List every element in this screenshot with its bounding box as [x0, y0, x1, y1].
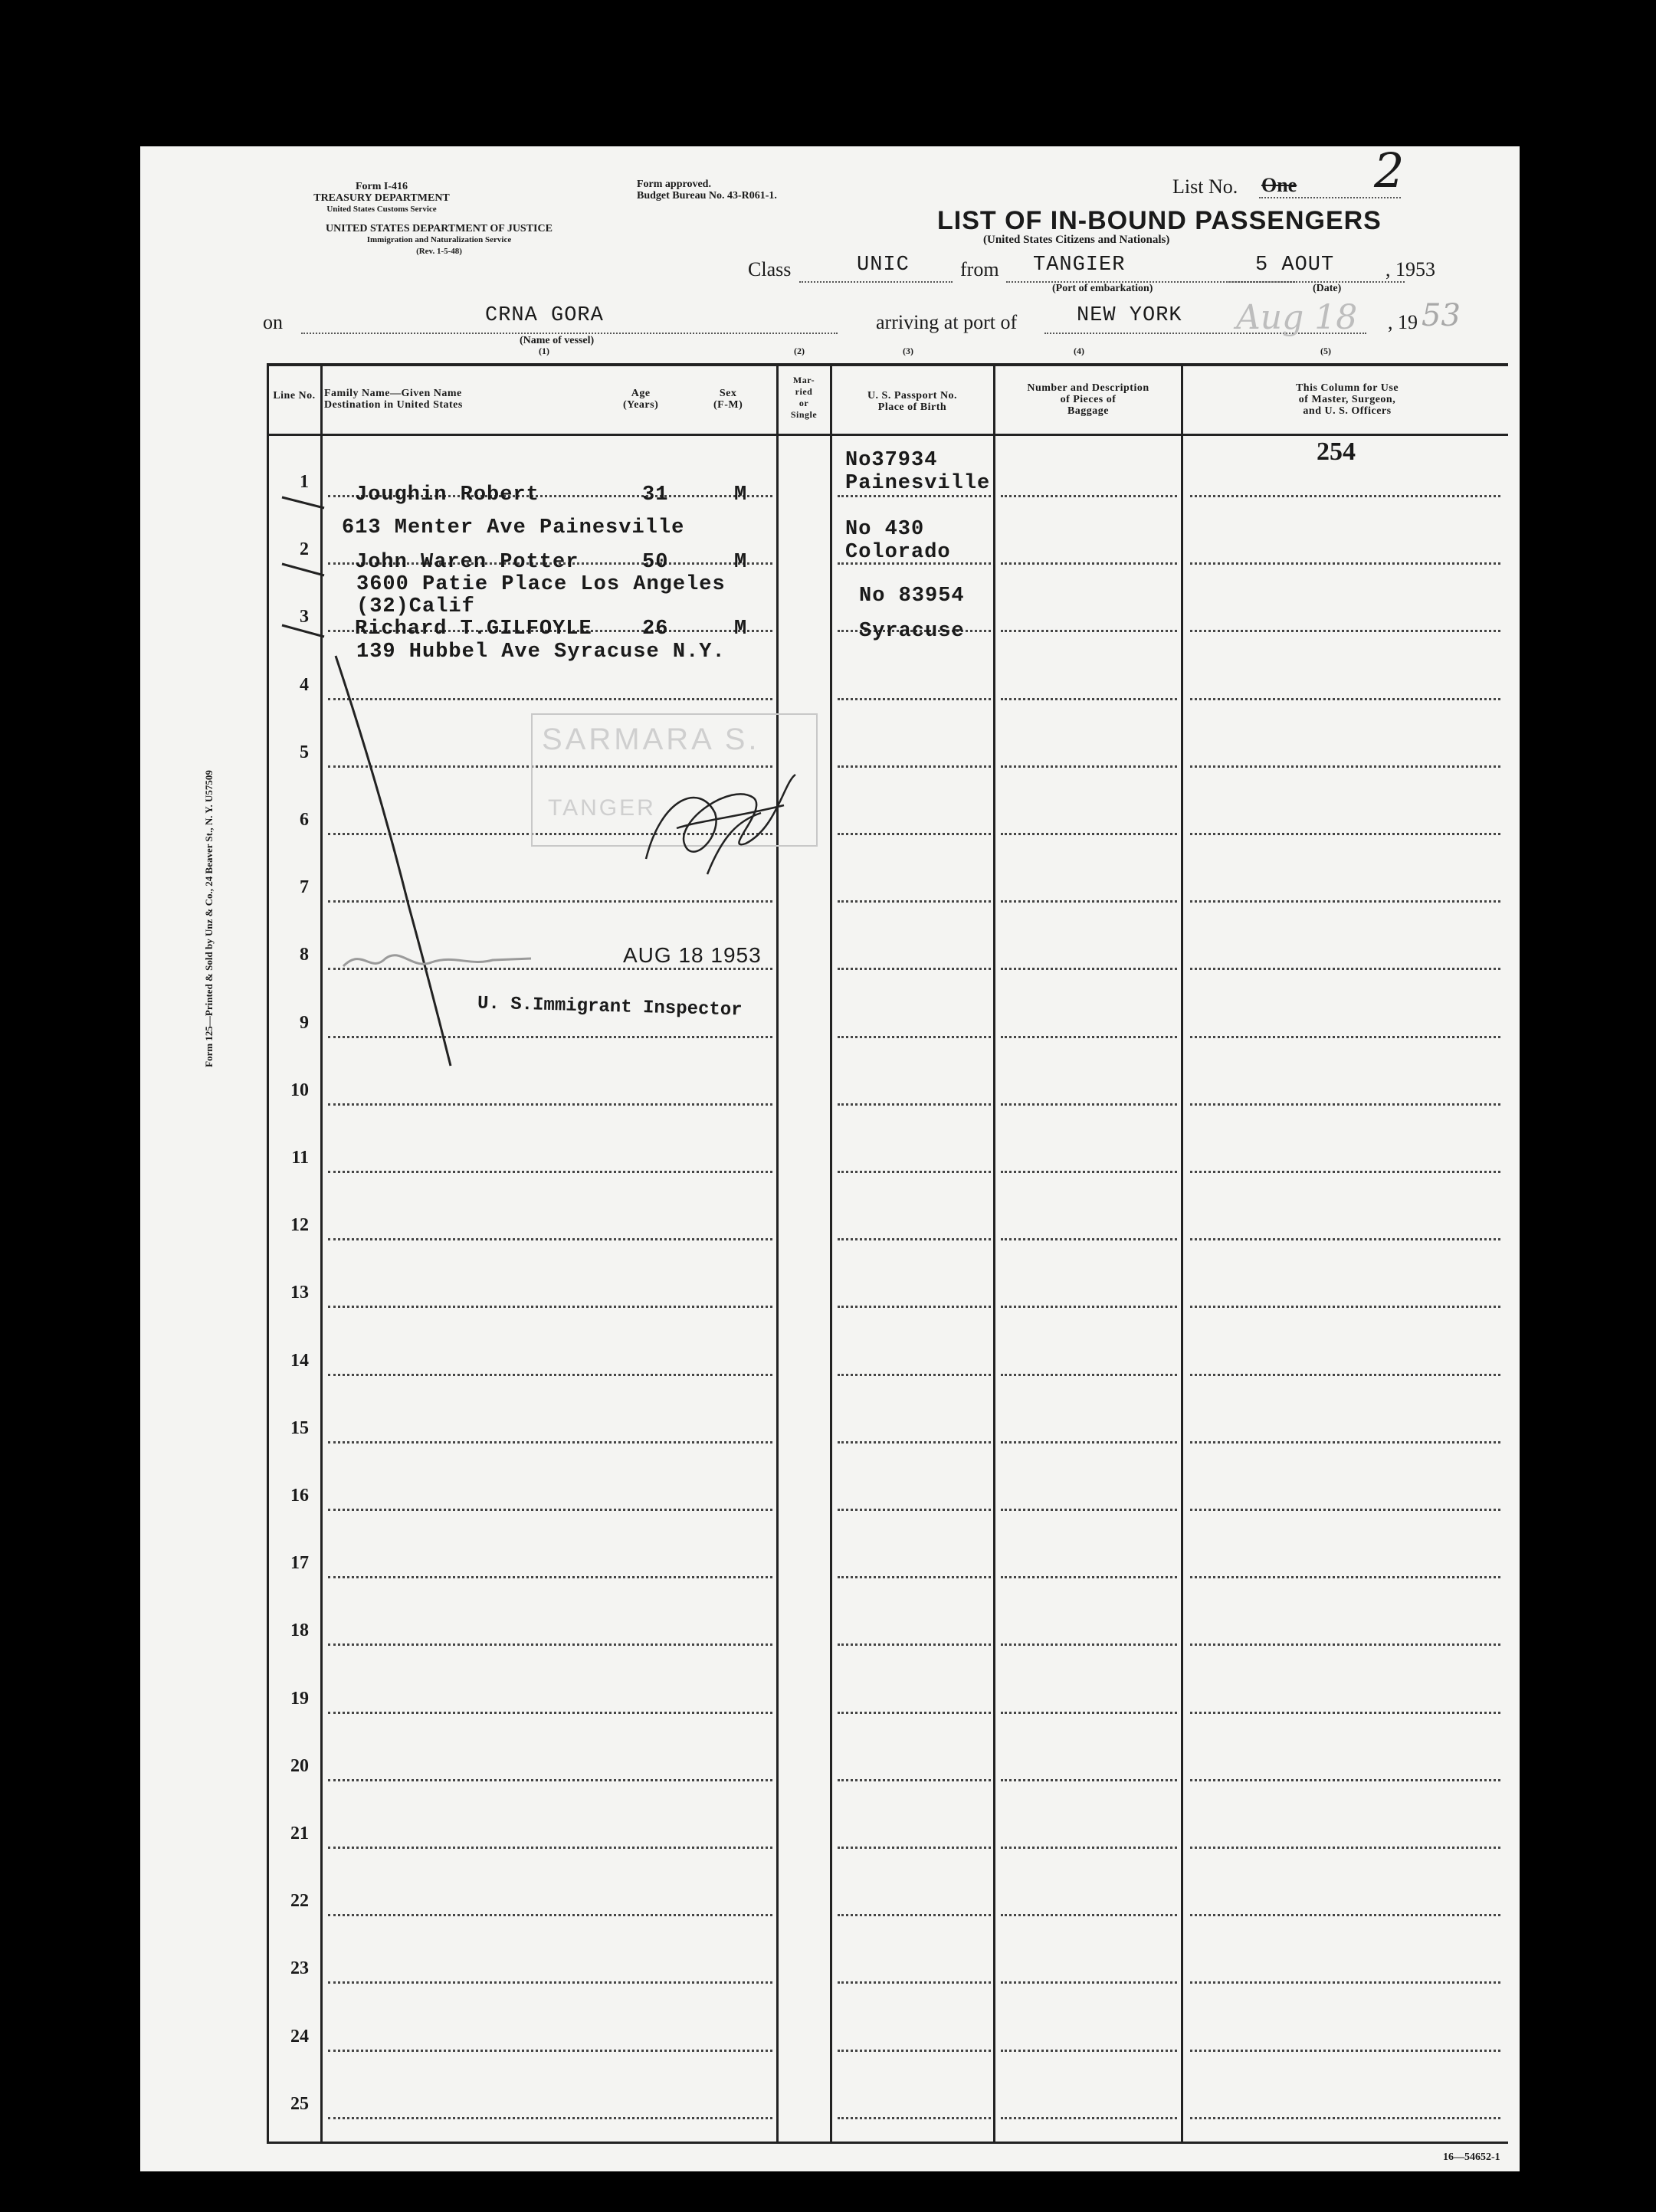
- row-dotted-line: [1001, 1914, 1177, 1916]
- row-dotted-line: [1190, 1374, 1500, 1376]
- row-dotted-line: [1001, 1509, 1177, 1511]
- class-label: Class: [748, 258, 792, 280]
- row-number: 16: [290, 1486, 309, 1506]
- row-number: 9: [300, 1012, 309, 1033]
- passenger-3-sex: M: [734, 618, 748, 641]
- table-top-rule: [267, 363, 1508, 366]
- row-dotted-line: [838, 1914, 991, 1916]
- row-number: 19: [290, 1688, 309, 1709]
- justice-dept: UNITED STATES DEPARTMENT OF JUSTICE: [326, 223, 553, 234]
- header-married: Mar- ried or Single: [790, 375, 818, 420]
- row-number: 21: [290, 1824, 309, 1843]
- row-dotted-line: [1001, 765, 1177, 768]
- list-number-label: List No.: [1172, 175, 1238, 198]
- passenger-3-passport: No 83954: [859, 585, 965, 608]
- row-dotted-line: [1001, 968, 1177, 970]
- on-label: on: [263, 311, 283, 333]
- row-dotted-line: [1190, 1712, 1500, 1714]
- arrival-year-prefix: , 19: [1388, 311, 1418, 333]
- row-dotted-line: [1001, 1712, 1177, 1714]
- inspector-signature: [339, 943, 539, 981]
- passenger-3-age: 26: [642, 618, 669, 641]
- row-number: 15: [290, 1417, 309, 1438]
- row-number: 13: [290, 1283, 309, 1303]
- row-dotted-line: [1001, 900, 1177, 903]
- header-sex: Sex (F-M): [713, 388, 743, 411]
- class-value: UNIC: [857, 254, 910, 277]
- row-dotted-line: [838, 1238, 991, 1240]
- row-dotted-line: [838, 1036, 991, 1038]
- row-dotted-line: [1190, 1036, 1500, 1038]
- printer-credit: Form 125—Printed & Sold by Unz & Co., 24 Beaver St., N. Y. U57509: [203, 770, 215, 1067]
- passenger-2-birthplace: Colorado: [845, 541, 951, 564]
- inspection-date-stamp: AUG 18 1953: [623, 943, 762, 967]
- arrival-date-handwritten: Aug 18: [1236, 298, 1358, 337]
- form-revision: (Rev. 1-5-48): [416, 247, 462, 256]
- inspector-title: U. S.Immigrant Inspector: [477, 993, 743, 1021]
- row-dotted-line: [1190, 1914, 1500, 1916]
- row-dotted-line: [838, 1643, 991, 1646]
- page-subtitle: (United States Citizens and Nationals): [983, 234, 1170, 246]
- vessel-line: [301, 333, 838, 334]
- passenger-2-name: John Waren Potter: [355, 551, 579, 574]
- embark-caption: (Port of embarkation): [1052, 283, 1153, 294]
- row-number: 2: [300, 539, 309, 560]
- row-dotted-line: [1190, 833, 1500, 835]
- row-number: 22: [290, 1891, 309, 1912]
- row-tick-marks: [278, 491, 347, 660]
- col-num-2: (2): [794, 346, 805, 356]
- row-dotted-line: [328, 1643, 772, 1646]
- row-dotted-line: [1001, 1171, 1177, 1173]
- row-dotted-line: [328, 1238, 772, 1240]
- row-dotted-line: [328, 1914, 772, 1916]
- list-number-value: 2: [1374, 143, 1405, 198]
- passenger-3-name: Richard T.GILFOYLE: [355, 618, 592, 641]
- row-dotted-line: [838, 1779, 991, 1781]
- row-dotted-line: [838, 495, 991, 497]
- row-dotted-line: [328, 2050, 772, 2052]
- budget-bureau: Budget Bureau No. 43-R061-1.: [637, 190, 777, 202]
- passenger-1-destination: 613 Menter Ave Painesville: [342, 516, 685, 539]
- agent-stamp-name: SARMARA S.: [542, 723, 760, 756]
- row-dotted-line: [838, 1374, 991, 1376]
- row-dotted-line: [838, 1712, 991, 1714]
- row-dotted-line: [328, 1441, 772, 1444]
- row-dotted-line: [1190, 1441, 1500, 1444]
- arriving-label: arriving at port of: [876, 311, 1018, 333]
- row-number: 4: [300, 674, 309, 695]
- approval-block: [637, 179, 777, 202]
- row-dotted-line: [1190, 1306, 1500, 1308]
- passenger-1-name: Joughin Robert: [355, 483, 539, 506]
- row-dotted-line: [1001, 630, 1177, 632]
- arrival-year-handwritten: 53: [1422, 298, 1461, 333]
- row-dotted-line: [1001, 1779, 1177, 1781]
- header-baggage: Number and Description of Pieces of Baggage: [1027, 382, 1149, 417]
- row-dotted-line: [328, 1576, 772, 1578]
- row-dotted-line: [838, 1981, 991, 1984]
- row-dotted-line: [328, 1374, 772, 1376]
- arrival-port: NEW YORK: [1077, 304, 1182, 327]
- row-dotted-line: [1001, 2050, 1177, 2052]
- treasury-dept: TREASURY DEPARTMENT: [313, 192, 450, 204]
- row-dotted-line: [1001, 1103, 1177, 1106]
- col-num-5: (5): [1320, 346, 1331, 356]
- col-num-4: (4): [1074, 346, 1084, 356]
- passenger-1-birthplace: Painesville: [845, 472, 991, 495]
- col-divider-married: [830, 363, 832, 2144]
- passenger-2-passport: No 430: [845, 518, 925, 541]
- row-number: 7: [300, 877, 309, 898]
- row-number: 23: [290, 1958, 309, 1979]
- row-dotted-line: [1001, 562, 1177, 565]
- row-dotted-line: [1001, 1441, 1177, 1444]
- row-dotted-line: [1190, 1643, 1500, 1646]
- row-dotted-line: [838, 1103, 991, 1106]
- date-caption: (Date): [1313, 283, 1342, 294]
- row-dotted-line: [1190, 698, 1500, 700]
- header-passport: U. S. Passport No. Place of Birth: [867, 390, 958, 413]
- row-number: 20: [290, 1755, 309, 1776]
- row-dotted-line: [1190, 1576, 1500, 1578]
- manifest-sheet: [140, 143, 1520, 2171]
- passenger-2-sex: M: [734, 551, 748, 574]
- row-dotted-line: [1001, 1306, 1177, 1308]
- header-officers: This Column for Use of Master, Surgeon, and U. S. Officers: [1295, 382, 1399, 417]
- row-number: 1: [300, 472, 309, 492]
- header-age: Age (Years): [623, 388, 659, 411]
- row-dotted-line: [1001, 1238, 1177, 1240]
- col-divider-baggage: [1181, 363, 1183, 2144]
- row-dotted-line: [1190, 2117, 1500, 2119]
- from-label: from: [960, 258, 999, 280]
- passenger-1-age: 31: [642, 483, 669, 506]
- passenger-3-birthplace: Syracuse: [859, 620, 965, 643]
- agent-stamp-city: TANGER: [548, 795, 656, 821]
- row-dotted-line: [838, 1306, 991, 1308]
- row-dotted-line: [838, 698, 991, 700]
- row-dotted-line: [838, 833, 991, 835]
- row-dotted-line: [838, 968, 991, 970]
- row-dotted-line: [1190, 1779, 1500, 1781]
- row-dotted-line: [328, 2117, 772, 2119]
- col-num-3: (3): [903, 346, 913, 356]
- row-dotted-line: [838, 1847, 991, 1849]
- row-dotted-line: [1001, 1374, 1177, 1376]
- list-number-line: [1259, 197, 1401, 198]
- row-number: 3: [300, 607, 309, 628]
- depart-date: 5 AOUT: [1255, 254, 1335, 277]
- row-dotted-line: [838, 1441, 991, 1444]
- row-dotted-line: [1001, 1576, 1177, 1578]
- passenger-1-sex: M: [734, 483, 748, 506]
- header-name-dest: Family Name—Given Name Destination in United States: [324, 388, 463, 411]
- row-dotted-line: [1190, 968, 1500, 970]
- passenger-2-destination-2: (32)Calif: [356, 595, 475, 618]
- passenger-1-passport: No37934: [845, 449, 938, 472]
- row-dotted-line: [838, 2117, 991, 2119]
- row-dotted-line: [328, 1306, 772, 1308]
- row-number: 10: [290, 1080, 309, 1100]
- row-dotted-line: [1190, 562, 1500, 565]
- row-dotted-line: [328, 1103, 772, 1106]
- row-dotted-line: [328, 1509, 772, 1511]
- row-dotted-line: [328, 1712, 772, 1714]
- row-dotted-line: [1001, 1643, 1177, 1646]
- row-number: 12: [290, 1215, 309, 1236]
- header-line-no: Line No.: [273, 390, 316, 401]
- passenger-2-age: 50: [642, 551, 669, 574]
- row-dotted-line: [1190, 1981, 1500, 1984]
- class-line: [799, 281, 953, 283]
- col-divider-passport: [993, 363, 995, 2144]
- row-dotted-line: [1190, 765, 1500, 768]
- row-dotted-line: [838, 2050, 991, 2052]
- row-dotted-line: [1190, 1847, 1500, 1849]
- table-bottom-rule: [267, 2142, 1508, 2144]
- form-approved: Form approved.: [637, 179, 711, 190]
- row-dotted-line: [838, 1171, 991, 1173]
- row-dotted-line: [838, 1576, 991, 1578]
- embark-port: TANGIER: [1033, 254, 1126, 277]
- form-number: Form I-416: [355, 181, 408, 192]
- row-dotted-line: [838, 1509, 991, 1511]
- row-dotted-line: [838, 900, 991, 903]
- row-number: 14: [290, 1350, 309, 1371]
- row-dotted-line: [1190, 2050, 1500, 2052]
- row-dotted-line: [1001, 1036, 1177, 1038]
- officer-count: 254: [1317, 437, 1356, 466]
- row-dotted-line: [1001, 698, 1177, 700]
- row-number: 17: [290, 1553, 309, 1574]
- row-dotted-line: [1001, 2117, 1177, 2119]
- page-title: LIST OF IN-BOUND PASSENGERS: [937, 206, 1382, 235]
- cancel-strike-line: [332, 652, 454, 1081]
- row-dotted-line: [1001, 1847, 1177, 1849]
- row-number: 6: [300, 810, 309, 830]
- row-dotted-line: [1001, 833, 1177, 835]
- row-dotted-line: [1190, 900, 1500, 903]
- vessel-name: CRNA GORA: [485, 304, 604, 327]
- row-dotted-line: [1001, 495, 1177, 497]
- col-divider-name: [776, 363, 779, 2144]
- row-dotted-line: [328, 1981, 772, 1984]
- row-number: 25: [290, 2093, 309, 2114]
- row-dotted-line: [328, 1847, 772, 1849]
- row-number: 11: [291, 1148, 309, 1168]
- row-dotted-line: [1190, 1509, 1500, 1511]
- row-number: 24: [290, 2026, 309, 2047]
- vessel-caption: (Name of vessel): [520, 335, 595, 346]
- customs-service: United States Customs Service: [326, 205, 437, 214]
- table-left-rule: [267, 363, 269, 2144]
- row-dotted-line: [1190, 1238, 1500, 1240]
- form-print-code: 16—54652-1: [1443, 2151, 1500, 2163]
- row-dotted-line: [328, 1171, 772, 1173]
- depart-year: , 1953: [1385, 258, 1435, 280]
- row-dotted-line: [1001, 1981, 1177, 1984]
- justice-header-block: [255, 223, 623, 257]
- row-number: 8: [300, 945, 309, 965]
- col-num-1: (1): [539, 346, 549, 356]
- table-header-rule: [267, 434, 1508, 436]
- list-number-struck: One: [1261, 174, 1297, 196]
- row-number: 5: [300, 742, 309, 762]
- row-dotted-line: [1190, 1103, 1500, 1106]
- ins-service: Immigration and Naturalization Service: [366, 235, 512, 244]
- row-dotted-line: [328, 1779, 772, 1781]
- row-dotted-line: [1190, 1171, 1500, 1173]
- signature-scribble: [631, 752, 815, 890]
- row-number: 18: [290, 1620, 309, 1641]
- row-dotted-line: [1190, 630, 1500, 632]
- row-dotted-line: [1190, 495, 1500, 497]
- passenger-2-destination-1: 3600 Patie Place Los Angeles: [356, 573, 726, 596]
- passenger-3-destination: 139 Hubbel Ave Syracuse N.Y.: [356, 641, 726, 664]
- row-dotted-line: [838, 765, 991, 768]
- form-header-block: [255, 181, 508, 215]
